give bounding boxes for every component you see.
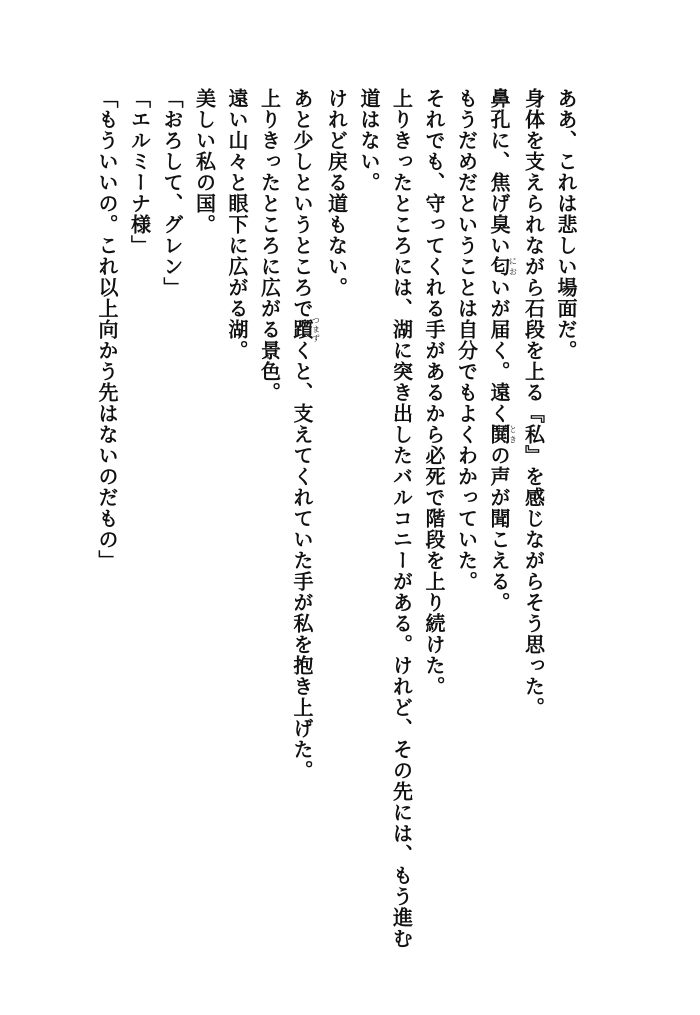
text-line-11: 遠い山々と眼下に広がる湖。 [225,88,249,361]
text-line-1: ああ、これは悲しい場面だ。 [554,88,578,361]
text-line-8: けれど戻る道もない。 [324,88,349,298]
ruby-base: 鬨 [487,424,511,445]
ruby-nioi [487,256,518,277]
text-segment: の声が聞こえる。 [487,445,511,613]
text-segment: くと、支えてくれていた手が私を抱き上げた。 [290,340,314,781]
ruby-reading: とき [508,424,518,445]
vertical-text-block [91,88,583,948]
text-line-15: 「もういいの。これ以上向かう先はないのだもの」 [95,88,119,571]
text-line-6: 上りきったところには、湖に突き出したバルコニーがある。けれど、その先には、もう進む [389,88,414,949]
text-segment: いが届く。遠く [487,277,511,424]
text-segment: あと少しというところで [290,88,314,319]
ruby-toki [487,424,518,445]
text-line-12: 美しい私の国。 [192,88,217,235]
text-line-2: 身体を支えられながら石段を上る『私』を感じながらそう思った。 [521,88,546,718]
text-line-3 [483,88,518,948]
ruby-base: 躓 [290,316,314,343]
text-segment: 鼻孔に、焦げ臭い [487,88,511,256]
ruby-reading: にお [508,256,518,277]
ruby-base: 匂 [487,256,511,277]
ruby-reading: つまず [311,316,321,343]
text-line-7: 道はない。 [357,88,381,193]
ruby-tsumazu [290,316,321,343]
text-line-4: もうだめだということは自分でもよくわかっていた。 [454,88,479,592]
text-line-9 [286,88,321,948]
text-line-10: 上りきったところに広がる景色。 [257,88,282,403]
text-line-5: それでも、守ってくれる手があるから必死で階段を上り続けた。 [422,88,446,697]
text-line-13: 「おろして、グレン」 [160,88,184,298]
text-line-14: 「エルミーナ様」 [127,88,152,256]
